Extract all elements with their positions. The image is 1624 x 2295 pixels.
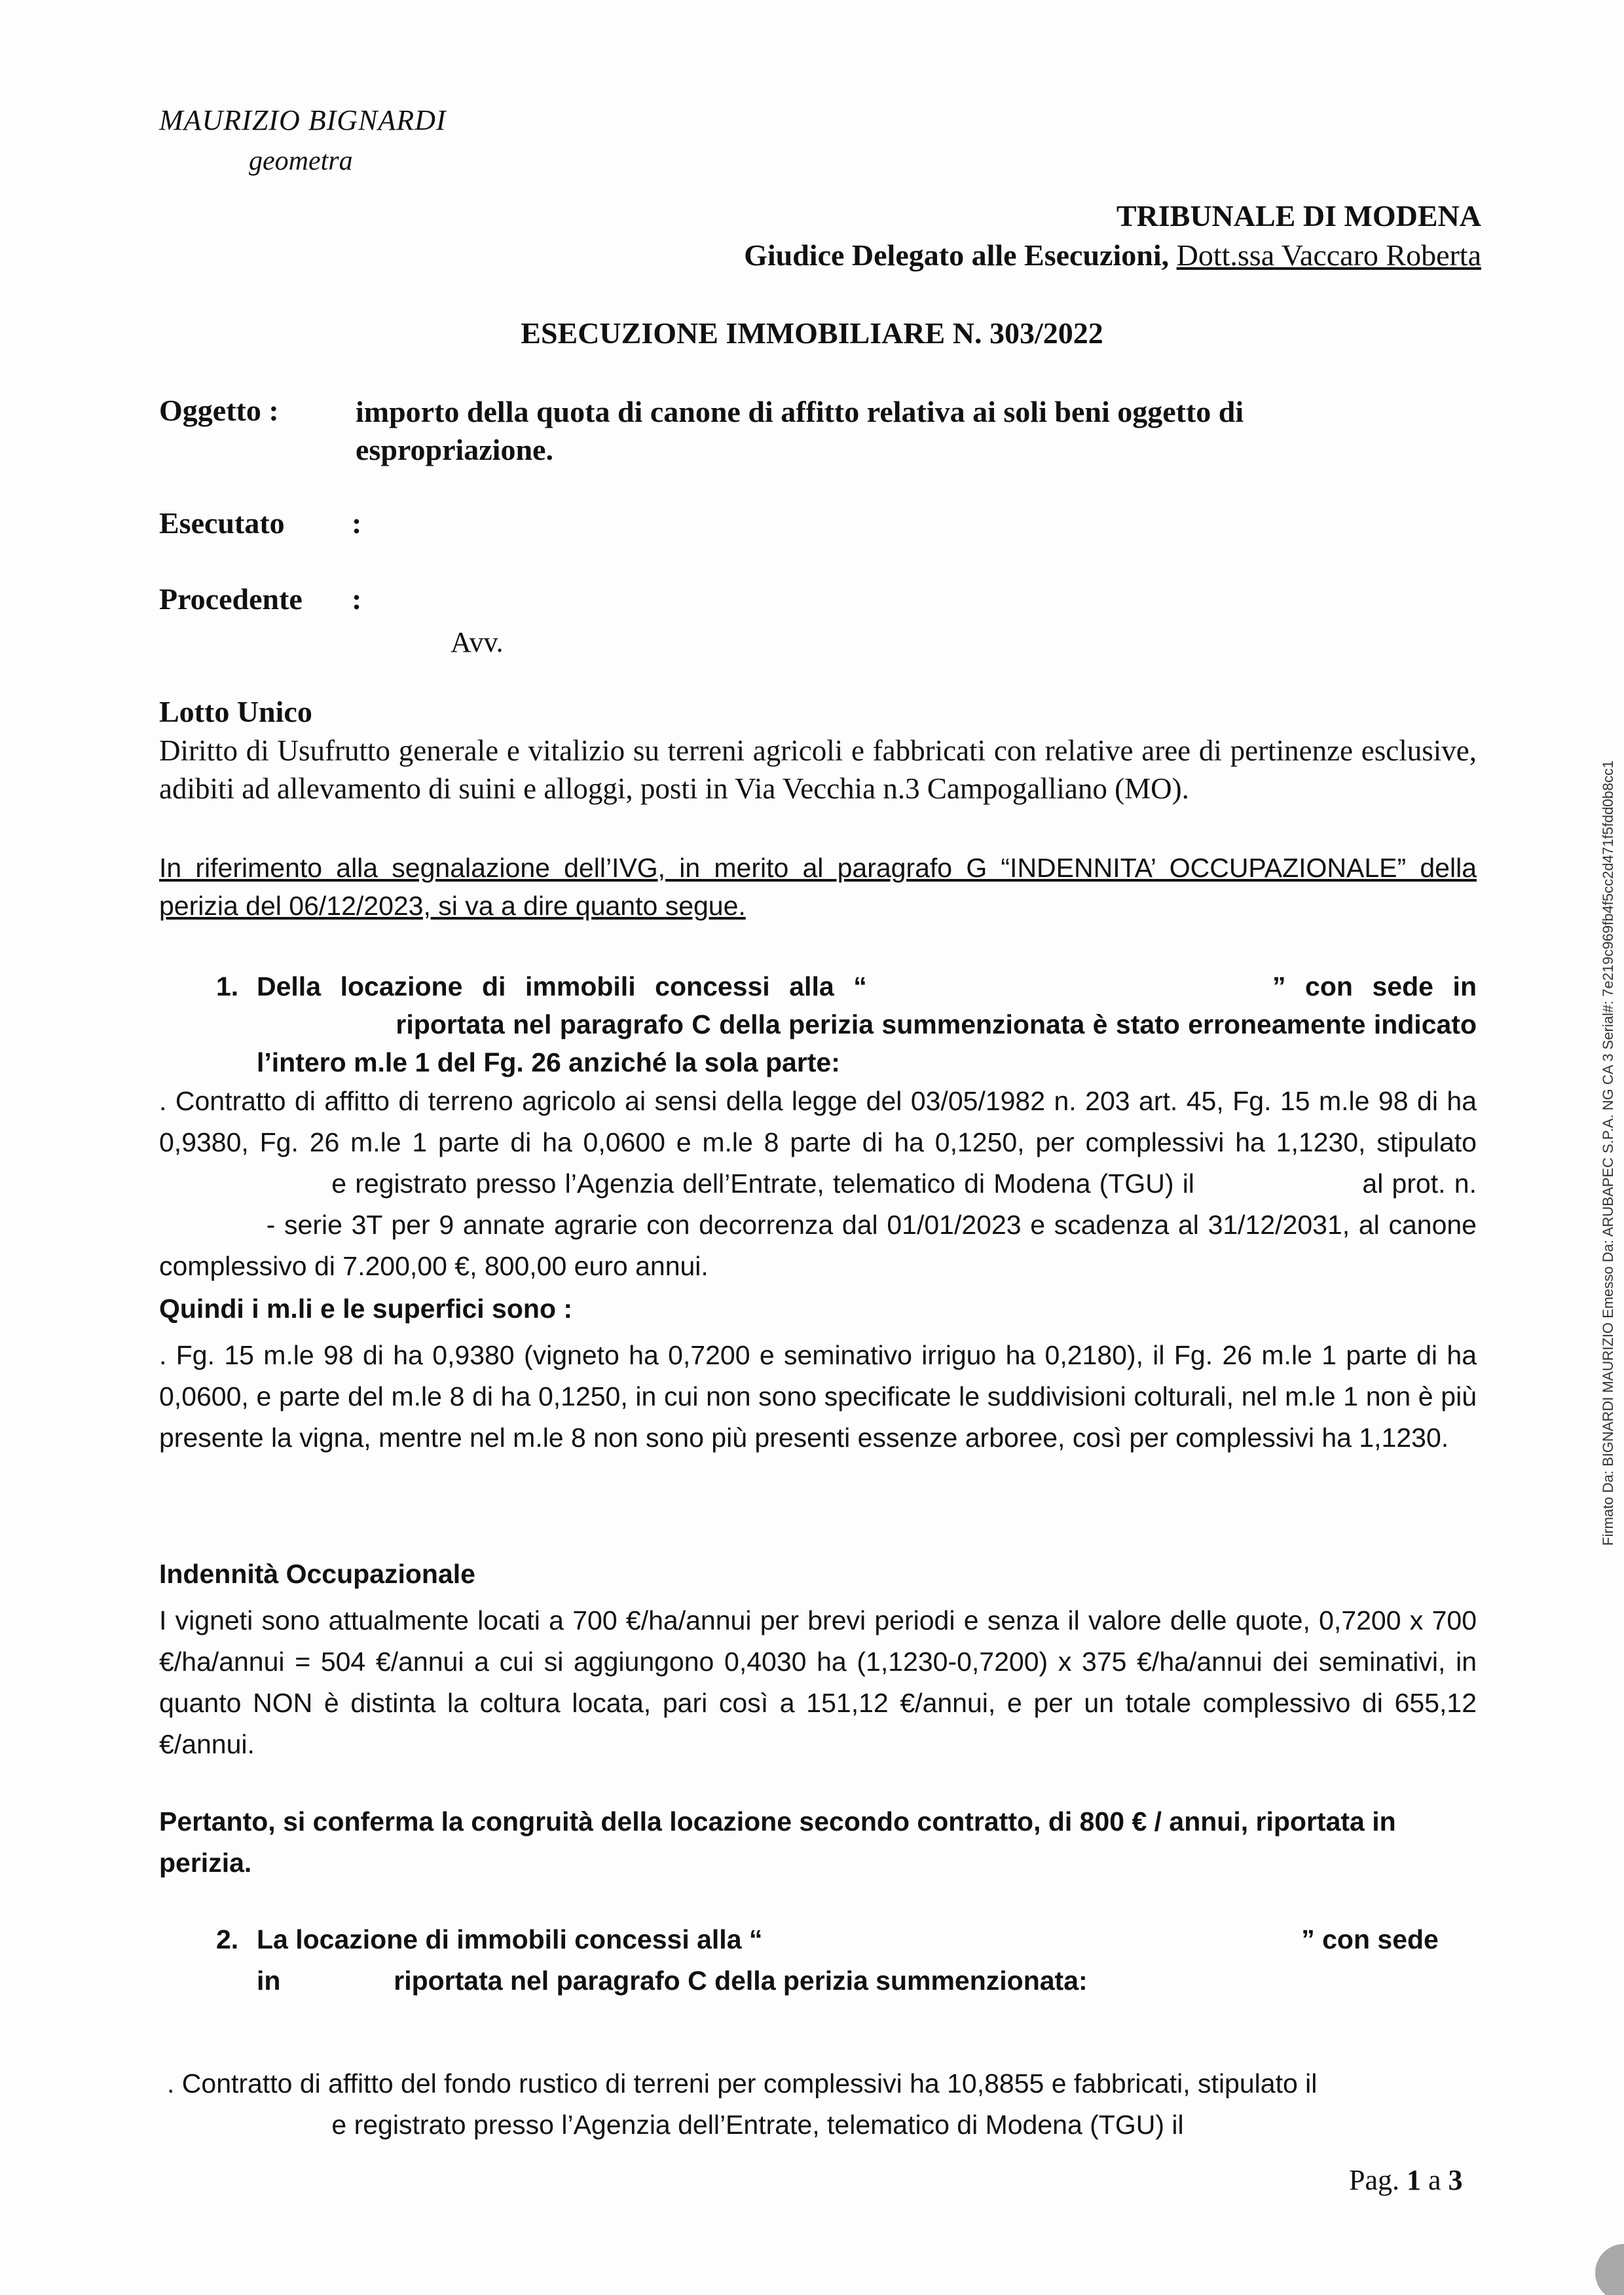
execution-title: ESECUZIONE IMMOBILIARE N. 303/2022 (521, 316, 1103, 350)
item-1-text (257, 967, 1477, 1081)
item-2-part4: riportata nel paragrafo C della perizia summenzionata: (394, 1966, 1088, 1996)
contract-1-part1: . Contratto di affitto di terreno agricolo ai sensi della legge del 03/05/1982 n. 203 art. 45, Fg. 15 m.le 98 di ha 0,9380, Fg. 26 m.le 1 parte di ha 0,0600 e m.le 8 parte di ha 0,1250, per complessivi ha 1,1230, stipulato (159, 1086, 1477, 1157)
debtor-colon: : (352, 506, 362, 540)
item-1-number: 1. (216, 971, 239, 1001)
item-1-part3: riportata nel paragrafo C della perizia summenzionata è stato erroneamente indicato l’intero m.le 1 del Fg. 26 anziché la sola parte: (257, 1009, 1477, 1077)
lot-title: Lotto Unico (159, 695, 312, 728)
page-number (1349, 2163, 1463, 2197)
contract-1-paragraph (159, 1081, 1477, 1287)
plaintiff-label: Procedente (159, 582, 303, 616)
judge-label: Giudice Delegato alle Esecuzioni, (744, 238, 1170, 272)
contract-1-part3: al prot. n. (1362, 1168, 1477, 1199)
judge-name: Dott.ssa Vaccaro Roberta (1176, 238, 1481, 272)
page-total: 3 (1448, 2164, 1463, 2196)
debtor-label: Esecutato (159, 506, 285, 540)
author-name: MAURIZIO BIGNARDI (159, 104, 447, 136)
digital-signature-stamp: Firmato Da: BIGNARDI MAURIZIO Emesso Da: ARUBAPEC S.P.A. NG CA 3 Serial#: 7e219c969fb4f5cc2d471f5fdd0b8cc1 (1600, 760, 1616, 1546)
indemnity-text: I vigneti sono attualmente locati a 700 €/ha/annui per brevi periodi e senza il valore delle quote, 0,7200 x 700 €/ha/annui = 504 €/annui a cui si aggiungono 0,4030 ha (1,1230-0,7200) x 375 €/ha/annui dei seminativi, in quanto NON è distinta la coltura locata, pari così a 151,12 €/annui, e per un totale complessivo di 655,12 €/annui. (159, 1605, 1477, 1759)
item-2-part2: ” con sede (1301, 1924, 1439, 1954)
lot-description: Diritto di Usufrutto generale e vitalizio su terreni agricoli e fabbricati con relative aree di pertinenze esclusive, adibiti ad allevamento di suini e alloggi, posti in Via Vecchia n.3 Campogalliano (MO). (159, 734, 1477, 805)
item-1-part1: Della locazione di immobili concessi alla “ (257, 971, 867, 1001)
contract-2-part1: . Contratto di affitto del fondo rustico di terreni per complessivi ha 10,8855 e fabbricati, stipulato il (167, 2068, 1318, 2099)
plaintiff-colon: : (352, 582, 362, 616)
item-2-text (257, 1919, 1477, 2002)
item-1-part2: ” con sede in (1272, 971, 1477, 1001)
judge-line (744, 238, 1481, 272)
item-2 (216, 1919, 1477, 2002)
contract-2-paragraph (167, 2063, 1477, 2146)
intro-paragraph: In riferimento alla segnalazione dell’IVG, in merito al paragrafo G “INDENNITA’ OCCUPAZIONALE” della perizia del 06/12/2023, si va a dire quanto segue. (159, 853, 1477, 921)
author-role: geometra (249, 146, 353, 176)
court-name: TRIBUNALE DI MODENA (1116, 199, 1481, 233)
item-1 (216, 967, 1477, 1081)
surfaces-text: . Fg. 15 m.le 98 di ha 0,9380 (vigneto ha 0,7200 e seminativo irriguo ha 0,2180), il Fg. 26 m.le 1 parte di ha 0,0600, e parte del m.le 8 di ha 0,1250, in cui non sono specificate le suddivisioni colturali, nel m.le 1 non è più presente la vigna, mentre nel m.le 8 non sono più presenti essenze arboree, così per complessivi ha 1,1230. (159, 1340, 1477, 1453)
conclusion-paragraph: Pertanto, si conferma la congruità della locazione secondo contratto, di 800 € / annui, riportata in perizia. (159, 1806, 1396, 1878)
item-2-number: 2. (216, 1924, 239, 1954)
page-current: 1 (1407, 2164, 1421, 2196)
lawyer-prefix: Avv. (451, 626, 504, 658)
contract-2-part2: e registrato presso l’Agenzia dell’Entrate, telematico di Modena (TGU) il (331, 2110, 1184, 2140)
subject-text: importo della quota di canone di affitto relativa ai soli beni oggetto di espropriazione. (356, 395, 1244, 466)
indemnity-title: Indennità Occupazionale (159, 1559, 475, 1589)
page-prefix: Pag. (1349, 2164, 1399, 2196)
item-2-part1: La locazione di immobili concessi alla “ (257, 1924, 763, 1954)
item-2-part3: in (257, 1966, 281, 1996)
surfaces-title: Quindi i m.li e le superfici sono : (159, 1294, 573, 1324)
subject-label: Oggetto : (159, 394, 279, 427)
seal-stamp-icon (1578, 2227, 1624, 2295)
page-sep: a (1428, 2164, 1441, 2196)
contract-1-part4: - serie 3T per 9 annate agrarie con decorrenza dal 01/01/2023 e scadenza al 31/12/2031, al canone complessivo di 7.200,00 €, 800,00 euro annui. (159, 1210, 1477, 1281)
contract-1-part2: e registrato presso l’Agenzia dell’Entrate, telematico di Modena (TGU) il (331, 1168, 1194, 1199)
